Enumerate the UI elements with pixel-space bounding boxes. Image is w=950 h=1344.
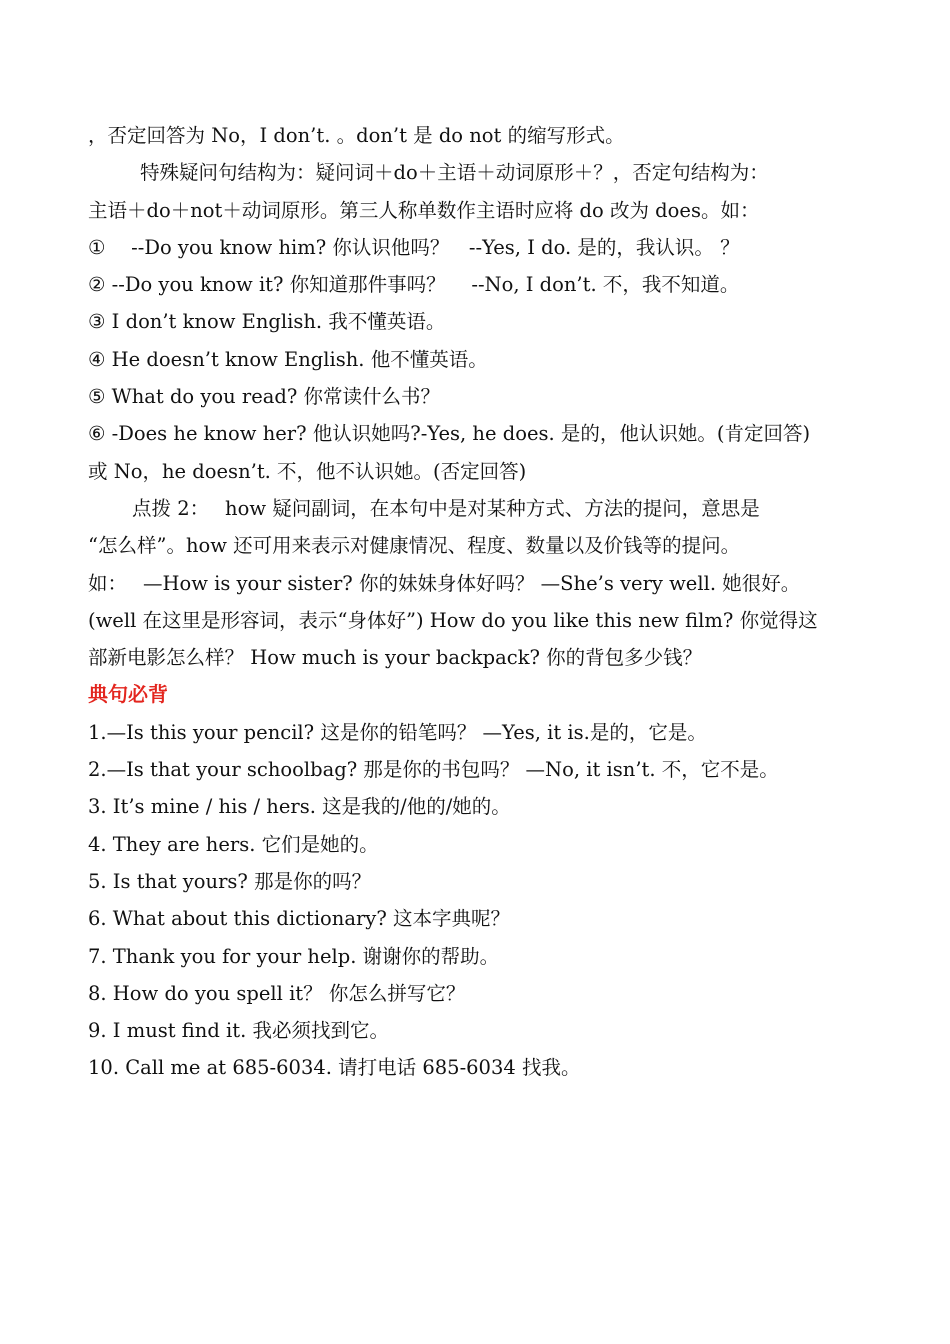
- sentence-1: 1.—Is this your pencil? 这是你的铅笔吗？ —Yes, it is.是的，它是。: [88, 720, 707, 744]
- sentence-10: 10. Call me at 685-6034. 请打电话 685-6034 找我。: [88, 1056, 581, 1080]
- sentence-2: 2.—Is that your schoolbag? 那是你的书包吗？ —No, it isn’t. 不，它不是。: [88, 758, 779, 782]
- example-3: ③ I don’t know English. 我不懂英语。: [88, 310, 446, 334]
- sentence-5: 5. Is that yours? 那是你的吗？: [88, 869, 372, 893]
- tip-2-line-2: “怎么样”。how 还可用来表示对健康情况、程度、数量以及价钱等的提问。: [88, 534, 741, 558]
- sentence-3: 3. It’s mine / his / hers. 这是我的/他的/她的。: [88, 795, 511, 819]
- example-6-continued: 或 No，he doesn’t. 不，他不认识她。(否定回答): [88, 459, 527, 483]
- negative-structure: 主语＋do＋not＋动词原形。第三人称单数作主语时应将 do 改为 does。如：: [88, 198, 760, 222]
- tip-2-line-3: 如： —How is your sister? 你的妹妹身体好吗？ —She’s very well. 她很好。: [88, 571, 801, 595]
- sentence-9: 9. I must find it. 我必须找到它。: [88, 1019, 390, 1043]
- sentence-6: 6. What about this dictionary? 这本字典呢？: [88, 907, 510, 931]
- sentence-4: 4. They are hers. 它们是她的。: [88, 832, 379, 856]
- note-line-1: ，否定回答为 No，I don’t. 。don’t 是 do not 的缩写形式。: [88, 124, 625, 147]
- example-2: ② --Do you know it? 你知道那件事吗？ --No, I don’t. 不，我不知道。: [88, 273, 740, 297]
- tip-2-line-4: (well 在这里是形容词，表示“身体好”) How do you like this new film? 你觉得这: [88, 608, 818, 632]
- example-5: ⑤ What do you read? 你常读什么书？: [88, 385, 440, 409]
- tip-2-line-1: 点拨 2： how 疑问副词，在本句中是对某种方式、方法的提问，意思是: [132, 496, 760, 520]
- section-heading: 典句必背: [88, 682, 168, 707]
- special-question-structure: 特殊疑问句结构为：疑问词＋do＋主语＋动词原形＋？，否定句结构为：: [140, 161, 769, 185]
- example-6: ⑥ -Does he know her? 他认识她吗?-Yes, he does. 是的，他认识她。(肯定回答): [88, 422, 811, 446]
- sentence-7: 7. Thank you for your help. 谢谢你的帮助。: [88, 944, 500, 968]
- tip-2-line-5: 部新电影怎么样？ How much is your backpack? 你的背包多少钱？: [88, 646, 703, 670]
- example-1: ① --Do you know him? 你认识他吗？ --Yes, I do. 是的，我认识。 ？: [88, 235, 740, 259]
- sentence-8: 8. How do you spell it？ 你怎么拼写它？: [88, 981, 466, 1005]
- document-page: [88, 117, 878, 1087]
- example-4: ④ He doesn’t know English. 他不懂英语。: [88, 347, 488, 371]
